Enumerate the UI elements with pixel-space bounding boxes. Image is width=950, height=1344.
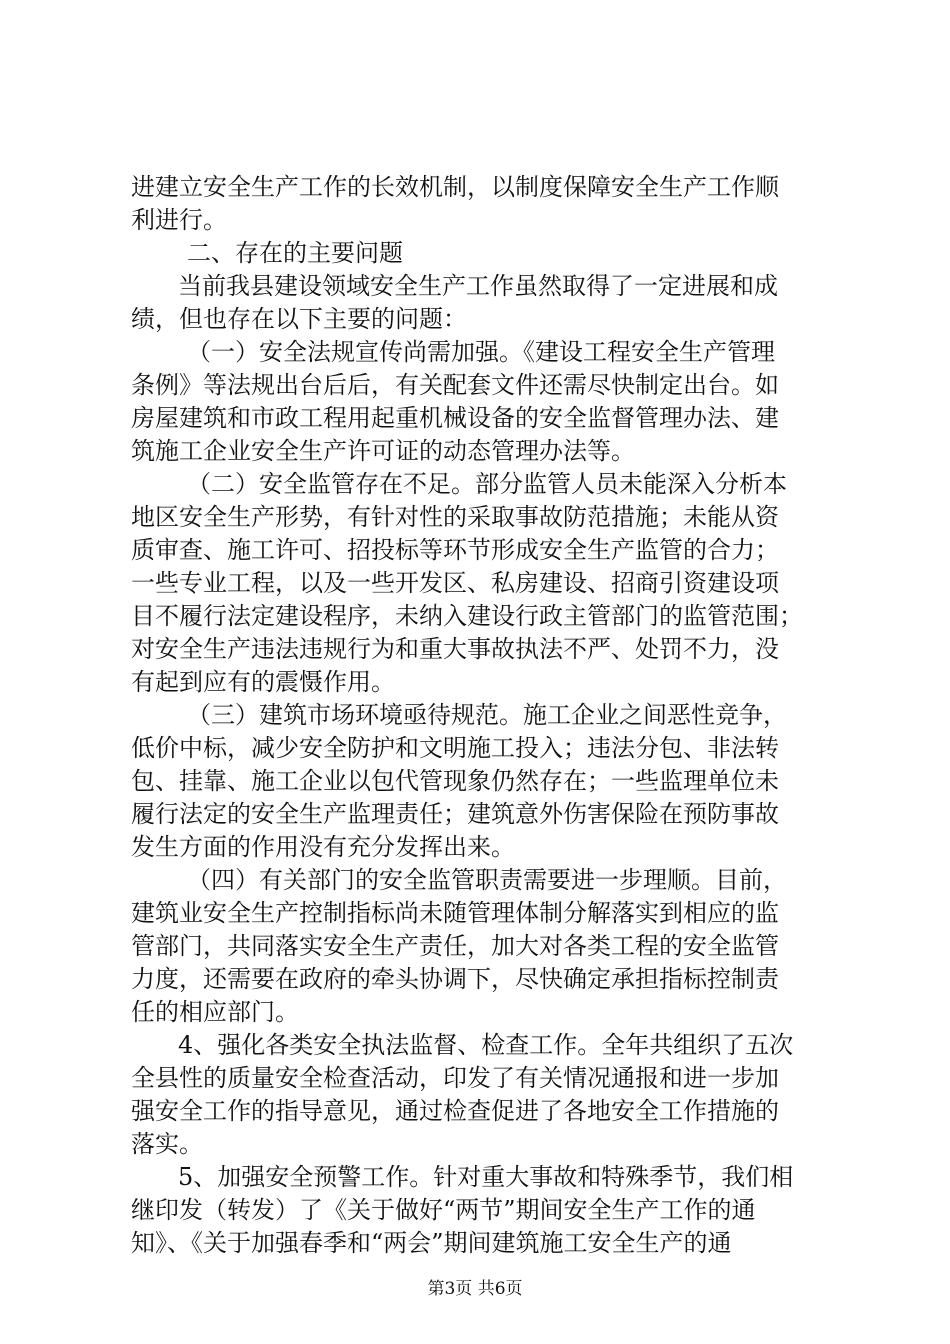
text-line: 5、加强安全预警工作。针对重大事故和特殊季节，我们相 — [178, 1163, 794, 1191]
page-number: 第3页 共6页 — [427, 1279, 523, 1299]
text-line: 全县性的质量安全检查活动，印发了有关情况通报和进一步加 — [131, 1064, 779, 1092]
text-line: 履行法定的安全生产监理责任；建筑意外伤害保险在预防事故 — [131, 800, 779, 828]
text-line: 质审查、施工许可、招投标等环节形成安全生产监管的合力； — [131, 536, 779, 564]
text-line: 一些专业工程，以及一些开发区、私房建设、招商引资建设项 — [131, 569, 779, 597]
text-line: 管部门，共同落实安全生产责任，加大对各类工程的安全监管 — [131, 932, 779, 960]
text-line: 继印发（转发）了《关于做好“两节”期间安全生产工作的通 — [131, 1196, 756, 1224]
text-line: （二）安全监管存在不足。部分监管人员未能深入分析本 — [187, 470, 787, 498]
text-line: 利进行。 — [131, 206, 227, 234]
text-line: 绩，但也存在以下主要的问题： — [131, 305, 467, 333]
text-line: 力度，还需要在政府的牵头协调下，尽快确定承担指标控制责 — [131, 965, 779, 993]
text-line: 地区安全生产形势，有针对性的采取事故防范措施；未能从资 — [131, 503, 779, 531]
text-line: 低价中标，减少安全防护和文明施工投入；违法分包、非法转 — [131, 734, 779, 762]
text-line: 强安全工作的指导意见，通过检查促进了各地安全工作措施的 — [131, 1097, 779, 1125]
text-line: 二、存在的主要问题 — [187, 239, 403, 267]
document-body — [0, 171, 950, 1260]
text-line: 知》、《关于加强春季和“两会”期间建筑施工安全生产的通 — [131, 1229, 732, 1257]
text-line: 建筑业安全生产控制指标尚未随管理体制分解落实到相应的监 — [131, 899, 779, 927]
text-line: 发生方面的作用没有充分发挥出来。 — [131, 833, 515, 861]
text-line: 有起到应有的震慑作用。 — [131, 668, 395, 696]
text-line: 任的相应部门。 — [131, 998, 299, 1026]
text-line: 落实。 — [131, 1130, 203, 1158]
page-footer — [0, 1278, 950, 1300]
text-line: 当前我县建设领域安全生产工作虽然取得了一定进展和成 — [178, 272, 778, 300]
text-line: 条例》等法规出台后后，有关配套文件还需尽快制定出台。如 — [131, 371, 779, 399]
text-line: （一）安全法规宣传尚需加强。《建设工程安全生产管理 — [187, 338, 775, 366]
text-line: 4、强化各类安全执法监督、检查工作。全年共组织了五次 — [178, 1031, 794, 1059]
text-line: （三）建筑市场环境亟待规范。施工企业之间恶性竞争， — [187, 701, 787, 729]
text-line: 房屋建筑和市政工程用起重机械设备的安全监督管理办法、建 — [131, 404, 779, 432]
text-line: 进建立安全生产工作的长效机制，以制度保障安全生产工作顺 — [131, 173, 779, 201]
text-line: （四）有关部门的安全监管职责需要进一步理顺。目前， — [187, 866, 787, 894]
text-line: 目不履行法定建设程序，未纳入建设行政主管部门的监管范围； — [131, 602, 803, 630]
text-line: 筑施工企业安全生产许可证的动态管理办法等。 — [131, 437, 635, 465]
text-line: 包、挂靠、施工企业以包代管现象仍然存在；一些监理单位未 — [131, 767, 779, 795]
text-line: 对安全生产违法违规行为和重大事故执法不严、处罚不力，没 — [131, 635, 779, 663]
